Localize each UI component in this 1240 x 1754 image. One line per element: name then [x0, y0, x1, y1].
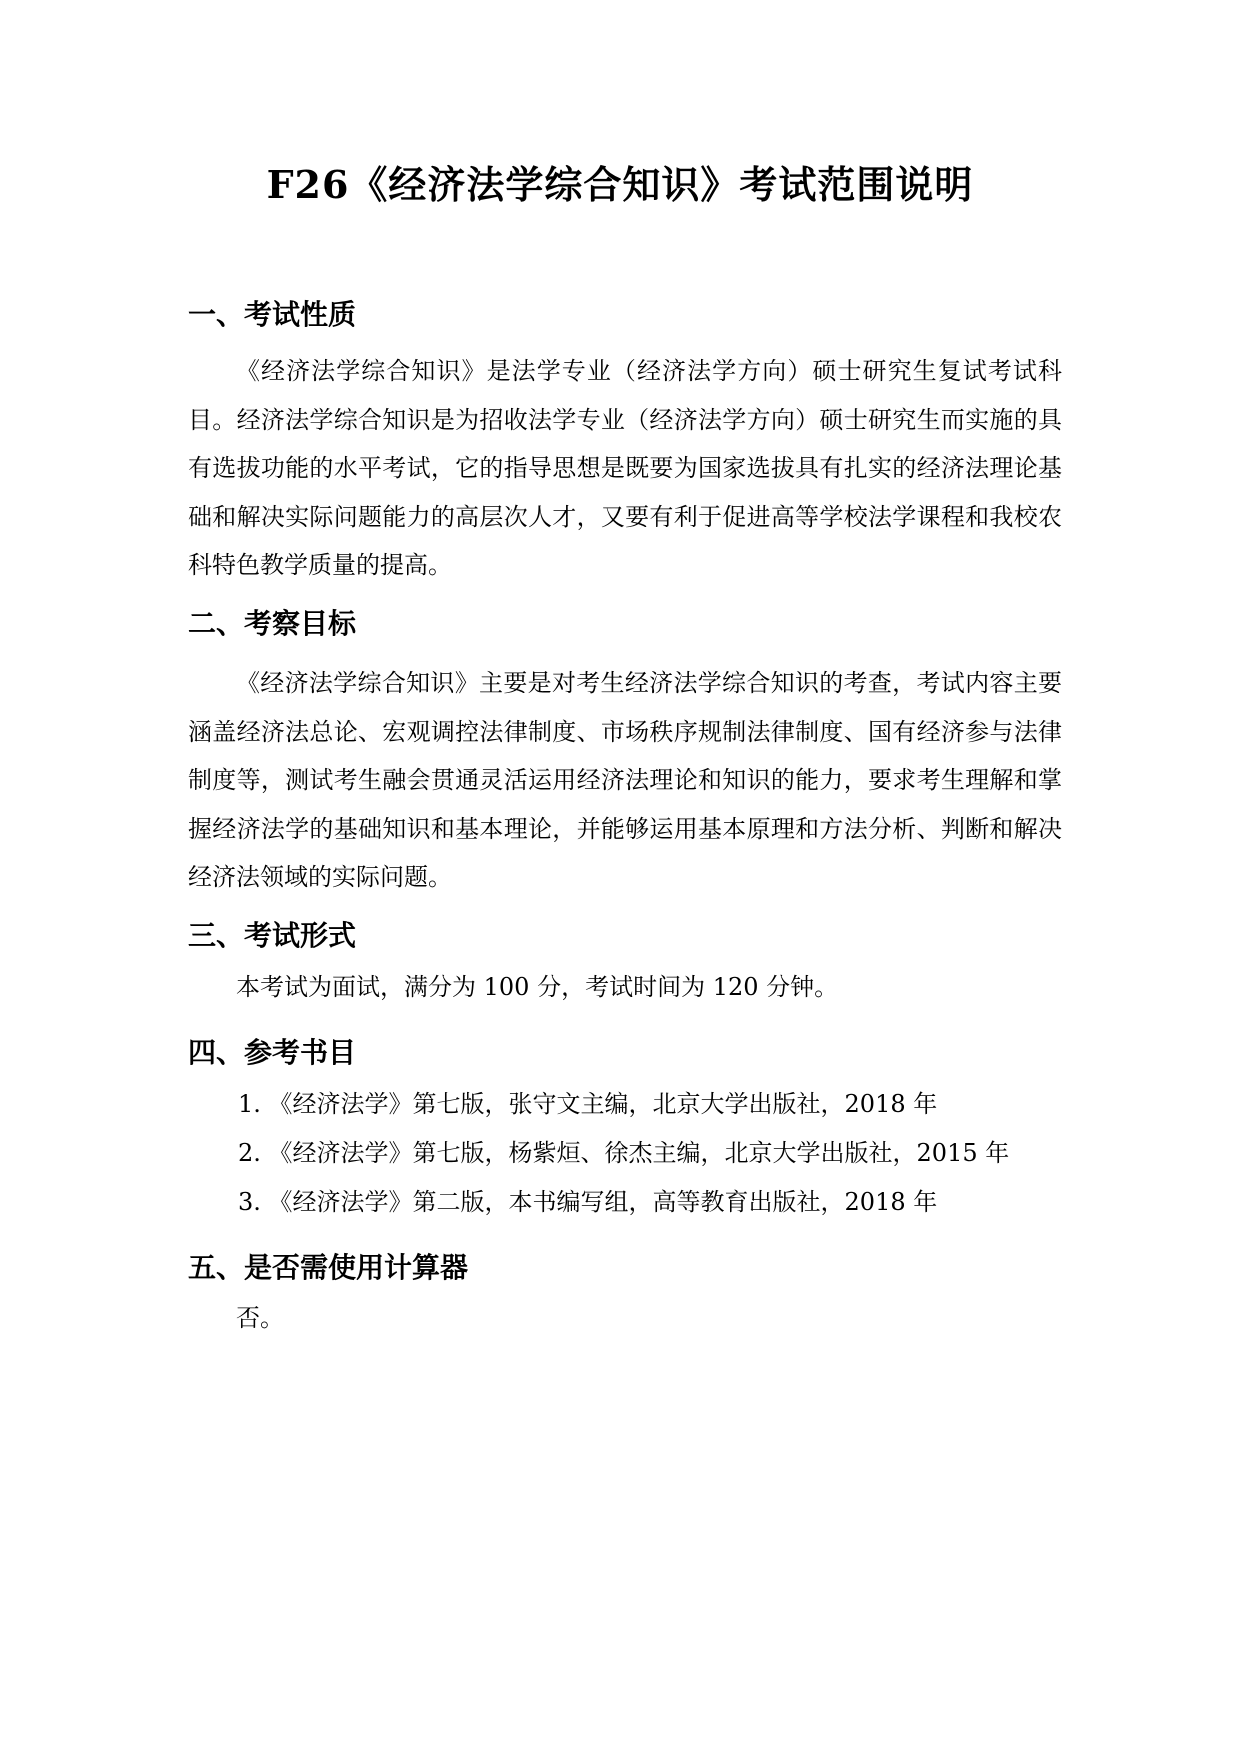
- reference-item: 1. 《经济法学》第七版，张守文主编，北京大学出版社，2018 年: [238, 1090, 938, 1118]
- section-heading-references: 四、参考书目: [188, 1036, 357, 1069]
- reference-item: 3. 《经济法学》第二版，本书编写组，高等教育出版社，2018 年: [238, 1188, 938, 1216]
- section-paragraph-calculator: 否。: [236, 1304, 284, 1332]
- section-heading-exam-nature: 一、考试性质: [188, 298, 357, 331]
- section-paragraph-exam-objectives: 《经济法学综合知识》主要是对考生经济法学综合知识的考查，考试内容主要涵盖经济法总论、宏观调控法律制度、市场秩序规制法律制度、国有经济参与法律制度等，测试考生融会贯通灵活运用经济法理论和知识的能力，要求考生理解和掌握经济法学的基础知识和基本理论，并能够运用基本原理和方法分析、判断和解决经济法领域的实际问题。: [188, 669, 1062, 891]
- reference-item: 2. 《经济法学》第七版，杨紫烜、徐杰主编，北京大学出版社，2015 年: [238, 1139, 1010, 1167]
- document-title: F26《经济法学综合知识》考试范围说明: [266, 162, 974, 207]
- section-heading-exam-format: 三、考试形式: [188, 919, 357, 952]
- section-paragraph-exam-format: 本考试为面试，满分为 100 分，考试时间为 120 分钟。: [236, 973, 839, 1001]
- section-heading-calculator: 五、是否需使用计算器: [188, 1251, 469, 1284]
- section-paragraph-exam-nature: 《经济法学综合知识》是法学专业（经济法学方向）硕士研究生复试考试科目。经济法学综合知识是为招收法学专业（经济法学方向）硕士研究生而实施的具有选拔功能的水平考试，它的指导思想是既要为国家选拔具有扎实的经济法理论基础和解决实际问题能力的高层次人才，又要有利于促进高等学校法学课程和我校农科特色教学质量的提高。: [188, 357, 1062, 579]
- section-heading-exam-objectives: 二、考察目标: [188, 607, 357, 640]
